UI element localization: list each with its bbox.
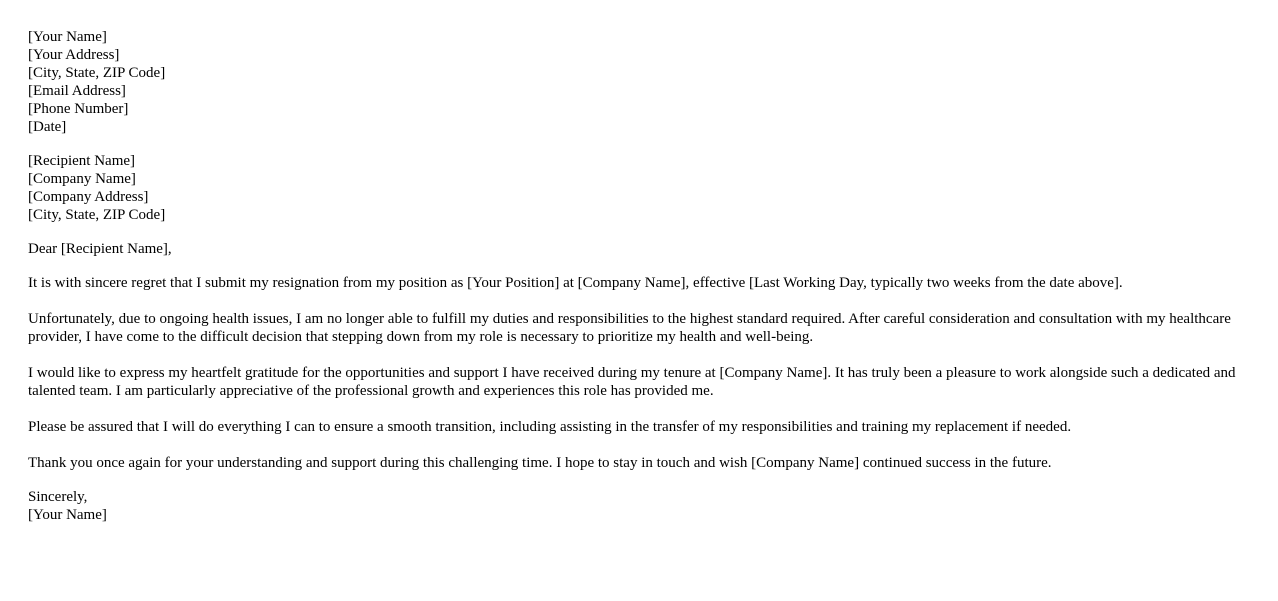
- recipient-company-address: [Company Address]: [28, 189, 149, 205]
- paragraph-thanks: Thank you once again for your understanding and support during this challenging time. I hope to stay in touch and wish [Company Name] continued success in the future.: [28, 455, 1052, 471]
- resignation-letter: [28, 28, 1250, 540]
- sender-city-state-zip: [City, State, ZIP Code]: [28, 65, 166, 81]
- paragraph-intro: It is with sincere regret that I submit my resignation from my position as [Your Position] at [Company Name], effective [Last Working Day, typically two weeks from the date above].: [28, 275, 1123, 291]
- recipient-city-state-zip: [City, State, ZIP Code]: [28, 207, 166, 223]
- recipient-block: [28, 152, 1250, 224]
- closing-block: [28, 488, 1250, 524]
- signature-name: [Your Name]: [28, 507, 107, 523]
- sender-email: [Email Address]: [28, 83, 126, 99]
- salutation: Dear [Recipient Name],: [28, 241, 172, 257]
- sender-address: [Your Address]: [28, 47, 120, 63]
- sender-phone: [Phone Number]: [28, 101, 129, 117]
- recipient-company: [Company Name]: [28, 171, 136, 187]
- valediction: Sincerely,: [28, 489, 88, 505]
- recipient-name: [Recipient Name]: [28, 153, 136, 169]
- paragraph-gratitude: I would like to express my heartfelt gratitude for the opportunities and support I have received during my tenure at [Company Name]. It has truly been a pleasure to work alongside such a dedicated and talented team. I am particularly appreciative of the professional growth and experiences this role has provided me.: [28, 365, 1236, 399]
- paragraph-transition: Please be assured that I will do everything I can to ensure a smooth transition, including assisting in the transfer of my responsibilities and training my replacement if needed.: [28, 419, 1072, 435]
- sender-block: [28, 28, 1250, 136]
- letter-date: [Date]: [28, 119, 67, 135]
- sender-name: [Your Name]: [28, 29, 107, 45]
- paragraph-reason: Unfortunately, due to ongoing health issues, I am no longer able to fulfill my duties and responsibilities to the highest standard required. After careful consideration and consultation with my healthcare provider, I have come to the difficult decision that stepping down from my role is necessary to prioritize my health and well-being.: [28, 311, 1231, 345]
